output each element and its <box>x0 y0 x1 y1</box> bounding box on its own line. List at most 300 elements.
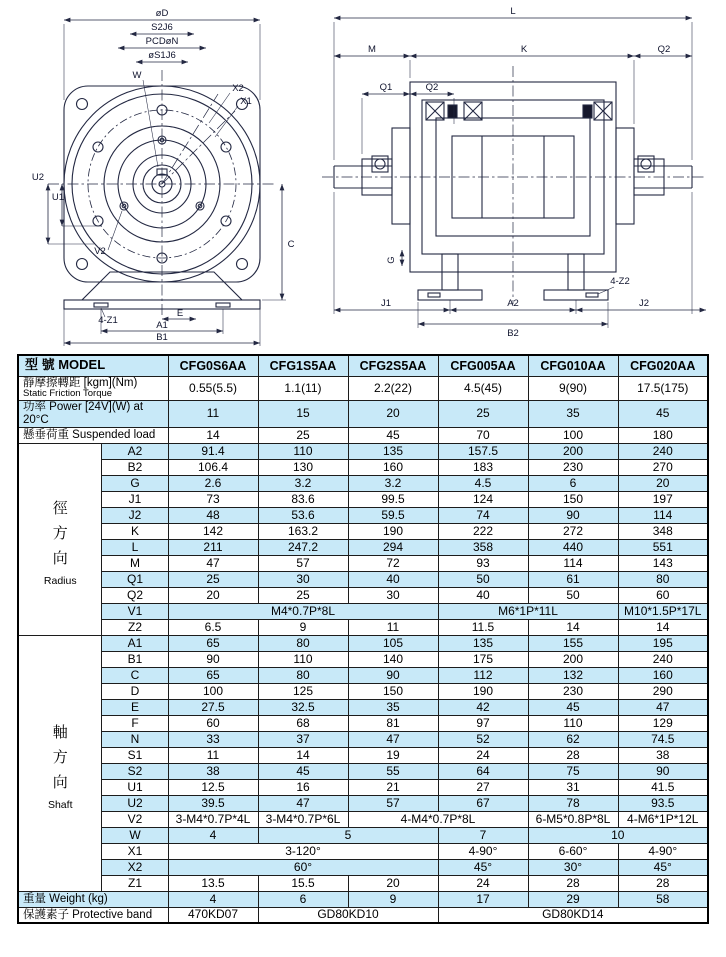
dim-label-j2: J2 <box>638 298 650 309</box>
value-cell: 70 <box>438 427 528 443</box>
value-cell: 15.5 <box>258 875 348 891</box>
value-cell: M6*1P*11L <box>438 603 618 619</box>
row-G <box>18 475 708 491</box>
value-cell: 64 <box>438 763 528 779</box>
value-cell: 100 <box>168 683 258 699</box>
value-cell: 60 <box>618 587 708 603</box>
row-power <box>18 401 708 428</box>
side-view-drawing <box>314 4 716 352</box>
group-char: 方 <box>52 748 68 766</box>
value-cell: 61 <box>528 571 618 587</box>
value-cell: 129 <box>618 715 708 731</box>
value-cell: 24 <box>438 875 528 891</box>
value-cell: 4.5 <box>438 475 528 491</box>
value-cell: 200 <box>528 443 618 459</box>
row-D <box>18 683 708 699</box>
group-char: 軸 <box>52 723 68 741</box>
row-label-weight <box>18 891 168 907</box>
dim-label-l: L <box>510 6 516 17</box>
value-cell: 27 <box>438 779 528 795</box>
value-cell: 80 <box>258 635 348 651</box>
model-name: CFG020AA <box>618 355 708 376</box>
param-name: V1 <box>102 603 168 619</box>
value-cell: 6-60° <box>528 843 618 859</box>
row-V1 <box>18 603 708 619</box>
value-cell: 112 <box>438 667 528 683</box>
value-cell: 29 <box>528 891 618 907</box>
value-cell: 163.2 <box>258 523 348 539</box>
value-cell: 4 <box>168 827 258 843</box>
value-cell: 12.5 <box>168 779 258 795</box>
value-cell: 20 <box>168 587 258 603</box>
value-cell: 55 <box>348 763 438 779</box>
value-cell: 33 <box>168 731 258 747</box>
value-cell: 53.6 <box>258 507 348 523</box>
row-B1 <box>18 651 708 667</box>
value-cell: 125 <box>258 683 348 699</box>
value-cell: 35 <box>528 401 618 428</box>
value-cell: 551 <box>618 539 708 555</box>
group-char: 方 <box>52 524 68 542</box>
row-X2 <box>18 859 708 875</box>
value-cell: 25 <box>438 401 528 428</box>
value-cell: 1.1(11) <box>258 376 348 401</box>
row-L <box>18 539 708 555</box>
value-cell: 83.6 <box>258 491 348 507</box>
value-cell: 6.5 <box>168 619 258 635</box>
value-cell: 75 <box>528 763 618 779</box>
row-label-line: Static Friction Torque <box>22 388 113 400</box>
param-name: X2 <box>102 859 168 875</box>
param-name: J2 <box>102 507 168 523</box>
value-cell: 50 <box>528 587 618 603</box>
dim-label-pcdn: PCDøN <box>145 36 179 47</box>
value-cell: 272 <box>528 523 618 539</box>
value-cell: 110 <box>258 443 348 459</box>
dim-label-a2: A2 <box>507 298 519 309</box>
value-cell: 230 <box>528 683 618 699</box>
value-cell: 6 <box>528 475 618 491</box>
model-name: CFG0S6AA <box>168 355 258 376</box>
value-cell: 68 <box>258 715 348 731</box>
value-cell: 57 <box>348 795 438 811</box>
value-cell: 211 <box>168 539 258 555</box>
value-cell: 45° <box>438 859 528 875</box>
value-cell: 100 <box>528 427 618 443</box>
row-E <box>18 699 708 715</box>
value-cell: 30 <box>348 587 438 603</box>
value-cell: 160 <box>348 459 438 475</box>
value-cell: 90 <box>168 651 258 667</box>
row-label-line: 重量 Weight (kg) <box>22 892 108 905</box>
param-name: Z2 <box>102 619 168 635</box>
param-name: B2 <box>102 459 168 475</box>
dim-label-q1: Q1 <box>379 82 393 93</box>
row-Q1 <box>18 571 708 587</box>
row-label-load <box>18 427 168 443</box>
value-cell: 114 <box>528 555 618 571</box>
value-cell: 240 <box>618 651 708 667</box>
value-cell: 74.5 <box>618 731 708 747</box>
param-name: Z1 <box>102 875 168 891</box>
value-cell: 290 <box>618 683 708 699</box>
value-cell: 60 <box>168 715 258 731</box>
value-cell: 45 <box>618 401 708 428</box>
value-cell: 3.2 <box>348 475 438 491</box>
row-label-protective <box>18 907 168 923</box>
value-cell: 14 <box>168 427 258 443</box>
value-cell: 17.5(175) <box>618 376 708 401</box>
value-cell: 45 <box>528 699 618 715</box>
value-cell: 9 <box>348 891 438 907</box>
value-cell: 183 <box>438 459 528 475</box>
param-name: E <box>102 699 168 715</box>
model-name: CFG005AA <box>438 355 528 376</box>
value-cell: 106.4 <box>168 459 258 475</box>
value-cell: 50 <box>438 571 528 587</box>
value-cell: 25 <box>258 427 348 443</box>
row-Z2 <box>18 619 708 635</box>
value-cell: 11 <box>348 619 438 635</box>
value-cell: 73 <box>168 491 258 507</box>
value-cell: 140 <box>348 651 438 667</box>
front-view-dimensions <box>32 8 295 346</box>
value-cell: 4.5(45) <box>438 376 528 401</box>
value-cell: 25 <box>168 571 258 587</box>
value-cell: 11 <box>168 401 258 428</box>
value-cell: 175 <box>438 651 528 667</box>
value-cell: 52 <box>438 731 528 747</box>
spec-table <box>17 354 709 924</box>
param-name: S1 <box>102 747 168 763</box>
value-cell: GD80KD14 <box>438 907 708 923</box>
front-view-drawing <box>10 4 310 352</box>
value-cell: 62 <box>528 731 618 747</box>
param-name: V2 <box>102 811 168 827</box>
value-cell: 47 <box>618 699 708 715</box>
row-label-torque <box>18 376 168 401</box>
value-cell: 11.5 <box>438 619 528 635</box>
row-A1 <box>18 635 708 651</box>
value-cell: 65 <box>168 635 258 651</box>
dim-label-w: W <box>132 70 142 81</box>
dim-label-k: K <box>520 44 528 55</box>
value-cell: 60° <box>168 859 438 875</box>
dim-label-u1: U1 <box>51 192 65 203</box>
value-cell: 30 <box>258 571 348 587</box>
value-cell: 130 <box>258 459 348 475</box>
value-cell: 78 <box>528 795 618 811</box>
value-cell: 15 <box>258 401 348 428</box>
row-label-line: 保護素子 Protective band <box>22 908 153 921</box>
row-N <box>18 731 708 747</box>
value-cell: 28 <box>528 747 618 763</box>
row-S1 <box>18 747 708 763</box>
param-name: W <box>102 827 168 843</box>
value-cell: 45 <box>348 427 438 443</box>
value-cell: 91.4 <box>168 443 258 459</box>
dim-label-g: G <box>386 256 397 264</box>
row-B2 <box>18 459 708 475</box>
dim-label-od: øD <box>155 8 169 19</box>
value-cell: 135 <box>348 443 438 459</box>
param-name: U2 <box>102 795 168 811</box>
value-cell: 195 <box>618 635 708 651</box>
value-cell: 190 <box>348 523 438 539</box>
value-cell: 20 <box>348 401 438 428</box>
group-label-shaft <box>18 635 102 891</box>
dim-label-q2-top: Q2 <box>657 44 671 55</box>
group-char: 向 <box>52 773 68 791</box>
value-cell: 40 <box>438 587 528 603</box>
value-cell: M4*0.7P*8L <box>168 603 438 619</box>
row-V2 <box>18 811 708 827</box>
value-cell: 440 <box>528 539 618 555</box>
value-cell: 93.5 <box>618 795 708 811</box>
value-cell: 150 <box>528 491 618 507</box>
value-cell: 25 <box>258 587 348 603</box>
param-name: Q1 <box>102 571 168 587</box>
row-label-line: 懸垂荷重 Suspended load <box>22 428 156 441</box>
value-cell: 81 <box>348 715 438 731</box>
row-label-line: 功率 Power [24V](W) at 20°C <box>22 401 144 426</box>
value-cell: 38 <box>168 763 258 779</box>
value-cell: 32.5 <box>258 699 348 715</box>
value-cell: 41.5 <box>618 779 708 795</box>
value-cell: 3-M4*0.7P*6L <box>258 811 348 827</box>
group-label-en: Radius <box>43 574 77 587</box>
value-cell: 20 <box>618 475 708 491</box>
dim-label-s2j6: S2J6 <box>151 22 173 33</box>
value-cell: 74 <box>438 507 528 523</box>
value-cell: 35 <box>348 699 438 715</box>
value-cell: 6 <box>258 891 348 907</box>
value-cell: 97 <box>438 715 528 731</box>
param-name: S2 <box>102 763 168 779</box>
value-cell: 3.2 <box>258 475 348 491</box>
param-name: G <box>102 475 168 491</box>
value-cell: 110 <box>528 715 618 731</box>
param-name: C <box>102 667 168 683</box>
model-column-header: 型 號 MODEL <box>18 355 168 376</box>
model-header-row <box>18 355 708 376</box>
value-cell: 180 <box>618 427 708 443</box>
value-cell: 67 <box>438 795 528 811</box>
value-cell: 24 <box>438 747 528 763</box>
dim-label-u2: U2 <box>31 172 45 183</box>
dim-label-q2: Q2 <box>425 82 439 93</box>
group-char: 徑 <box>52 499 68 517</box>
value-cell: 59.5 <box>348 507 438 523</box>
value-cell: 47 <box>258 795 348 811</box>
value-cell: 348 <box>618 523 708 539</box>
value-cell: 39.5 <box>168 795 258 811</box>
value-cell: 470KD07 <box>168 907 258 923</box>
value-cell: 21 <box>348 779 438 795</box>
side-view-centerlines <box>322 66 706 304</box>
value-cell: 2.6 <box>168 475 258 491</box>
row-label-line: 靜摩擦轉距 [kgm](Nm) <box>22 376 138 389</box>
param-name: A1 <box>102 635 168 651</box>
param-name: B1 <box>102 651 168 667</box>
group-char: 向 <box>52 549 68 567</box>
value-cell: 10 <box>528 827 708 843</box>
value-cell: 45° <box>618 859 708 875</box>
row-X1 <box>18 843 708 859</box>
group-label-en: Shaft <box>47 798 73 811</box>
param-name: X1 <box>102 843 168 859</box>
row-label-power <box>18 401 168 428</box>
value-cell: 65 <box>168 667 258 683</box>
value-cell: 7 <box>438 827 528 843</box>
value-cell: 47 <box>348 731 438 747</box>
value-cell: 6-M5*0.8P*8L <box>528 811 618 827</box>
param-name: Q2 <box>102 587 168 603</box>
value-cell: 135 <box>438 635 528 651</box>
value-cell: 38 <box>618 747 708 763</box>
value-cell: 4-M6*1P*12L <box>618 811 708 827</box>
value-cell: 31 <box>528 779 618 795</box>
value-cell: 4-90° <box>438 843 528 859</box>
param-name: F <box>102 715 168 731</box>
row-Q2 <box>18 587 708 603</box>
model-name: CFG1S5AA <box>258 355 348 376</box>
value-cell: 45 <box>258 763 348 779</box>
value-cell: 160 <box>618 667 708 683</box>
value-cell: 197 <box>618 491 708 507</box>
value-cell: 150 <box>348 683 438 699</box>
value-cell: 30° <box>528 859 618 875</box>
value-cell: 0.55(5.5) <box>168 376 258 401</box>
value-cell: 4-90° <box>618 843 708 859</box>
dim-label-e: E <box>176 308 184 319</box>
dim-label-b1: B1 <box>156 332 168 343</box>
value-cell: 358 <box>438 539 528 555</box>
technical-drawings <box>8 4 718 352</box>
row-K <box>18 523 708 539</box>
value-cell: 110 <box>258 651 348 667</box>
row-protective <box>18 907 708 923</box>
value-cell: 90 <box>348 667 438 683</box>
dim-label-a1: A1 <box>156 320 168 331</box>
row-Z1 <box>18 875 708 891</box>
value-cell: 157.5 <box>438 443 528 459</box>
value-cell: 240 <box>618 443 708 459</box>
row-S2 <box>18 763 708 779</box>
dim-label-c: C <box>287 239 295 250</box>
row-F <box>18 715 708 731</box>
value-cell: 222 <box>438 523 528 539</box>
value-cell: 270 <box>618 459 708 475</box>
value-cell: 2.2(22) <box>348 376 438 401</box>
value-cell: 72 <box>348 555 438 571</box>
value-cell: 19 <box>348 747 438 763</box>
row-weight <box>18 891 708 907</box>
value-cell: 9 <box>258 619 348 635</box>
value-cell: 14 <box>528 619 618 635</box>
dim-label-s1j6: øS1J6 <box>148 50 176 61</box>
value-cell: 247.2 <box>258 539 348 555</box>
dim-label-j1: J1 <box>380 298 392 309</box>
value-cell: 80 <box>258 667 348 683</box>
dim-label-x1: X1 <box>240 96 252 107</box>
param-name: N <box>102 731 168 747</box>
value-cell: 42 <box>438 699 528 715</box>
value-cell: 80 <box>618 571 708 587</box>
value-cell: 124 <box>438 491 528 507</box>
row-A2 <box>18 443 708 459</box>
row-C <box>18 667 708 683</box>
value-cell: 230 <box>528 459 618 475</box>
value-cell: 4-M4*0.7P*8L <box>348 811 528 827</box>
value-cell: 47 <box>168 555 258 571</box>
dim-label-z2: 4-Z2 <box>610 276 630 287</box>
value-cell: 58 <box>618 891 708 907</box>
value-cell: 16 <box>258 779 348 795</box>
row-W <box>18 827 708 843</box>
dim-label-m: M <box>368 44 376 55</box>
value-cell: 200 <box>528 651 618 667</box>
param-name: J1 <box>102 491 168 507</box>
dim-label-b2: B2 <box>507 328 519 339</box>
value-cell: M10*1.5P*17L <box>618 603 708 619</box>
param-name: L <box>102 539 168 555</box>
value-cell: 28 <box>528 875 618 891</box>
model-name: CFG010AA <box>528 355 618 376</box>
value-cell: 17 <box>438 891 528 907</box>
value-cell: GD80KD10 <box>258 907 438 923</box>
dim-label-z1: 4-Z1 <box>98 315 118 326</box>
param-name: D <box>102 683 168 699</box>
row-M <box>18 555 708 571</box>
value-cell: 190 <box>438 683 528 699</box>
param-name: M <box>102 555 168 571</box>
value-cell: 5 <box>258 827 438 843</box>
row-U2 <box>18 795 708 811</box>
value-cell: 294 <box>348 539 438 555</box>
row-J1 <box>18 491 708 507</box>
value-cell: 37 <box>258 731 348 747</box>
value-cell: 48 <box>168 507 258 523</box>
value-cell: 3-M4*0.7P*4L <box>168 811 258 827</box>
row-load <box>18 427 708 443</box>
value-cell: 90 <box>618 763 708 779</box>
value-cell: 4 <box>168 891 258 907</box>
value-cell: 143 <box>618 555 708 571</box>
dim-label-x2: X2 <box>232 83 244 94</box>
param-name: A2 <box>102 443 168 459</box>
value-cell: 3-120° <box>168 843 438 859</box>
value-cell: 132 <box>528 667 618 683</box>
value-cell: 99.5 <box>348 491 438 507</box>
value-cell: 90 <box>528 507 618 523</box>
value-cell: 14 <box>258 747 348 763</box>
value-cell: 20 <box>348 875 438 891</box>
value-cell: 155 <box>528 635 618 651</box>
value-cell: 105 <box>348 635 438 651</box>
param-name: K <box>102 523 168 539</box>
value-cell: 28 <box>618 875 708 891</box>
param-name: U1 <box>102 779 168 795</box>
row-U1 <box>18 779 708 795</box>
model-name: CFG2S5AA <box>348 355 438 376</box>
value-cell: 57 <box>258 555 348 571</box>
value-cell: 9(90) <box>528 376 618 401</box>
row-torque <box>18 376 708 401</box>
row-J2 <box>18 507 708 523</box>
dim-label-v2: V2 <box>94 246 106 257</box>
value-cell: 27.5 <box>168 699 258 715</box>
